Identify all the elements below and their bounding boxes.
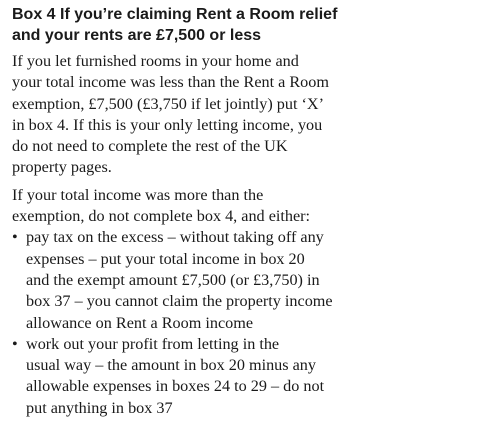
list-item-line: allowance on Rent a Room income [26,313,254,332]
paragraph-line: exemption, £7,500 (£3,750 if let jointly) put ‘X’ [12,94,325,113]
list-item-line: work out your profit from letting in the [26,334,280,353]
heading-line: and your rents are £7,500 or less [12,27,262,44]
section-heading [12,4,480,46]
intro-paragraph [12,51,480,179]
paragraph-line: property pages. [12,158,112,177]
list-item [12,227,480,333]
options-paragraph [12,185,480,419]
list-item-line: put anything in box 37 [26,398,173,417]
paragraph-line: do not need to complete the rest of the UK [12,137,288,156]
paragraph-line: in box 4. If this is your only letting income, you [12,115,323,134]
list-item-line: usual way – the amount in box 20 minus any [26,356,316,375]
paragraph-line: If your total income was more than the [12,185,264,204]
list-item-line: expenses – put your total income in box 20 [26,249,305,268]
bullet-icon: • [12,334,18,353]
list-item-line: pay tax on the excess – without taking off any [26,228,324,247]
paragraph-line: If you let furnished rooms in your home and [12,52,299,70]
heading-line: Box 4 If you’re claiming Rent a Room relief [12,6,338,23]
list-item-line: allowable expenses in boxes 24 to 29 – do not [26,377,325,396]
list-item-line: and the exempt amount £7,500 (or £3,750) in [26,270,320,289]
options-list [12,227,480,419]
bullet-icon: • [12,228,18,247]
guidance-section-box-4 [12,4,480,419]
paragraph-line: your total income was less than the Rent a Room [12,73,329,92]
list-item-line: box 37 – you cannot claim the property income [26,292,333,311]
paragraph-line: exemption, do not complete box 4, and either: [12,207,311,226]
list-item [12,334,480,419]
